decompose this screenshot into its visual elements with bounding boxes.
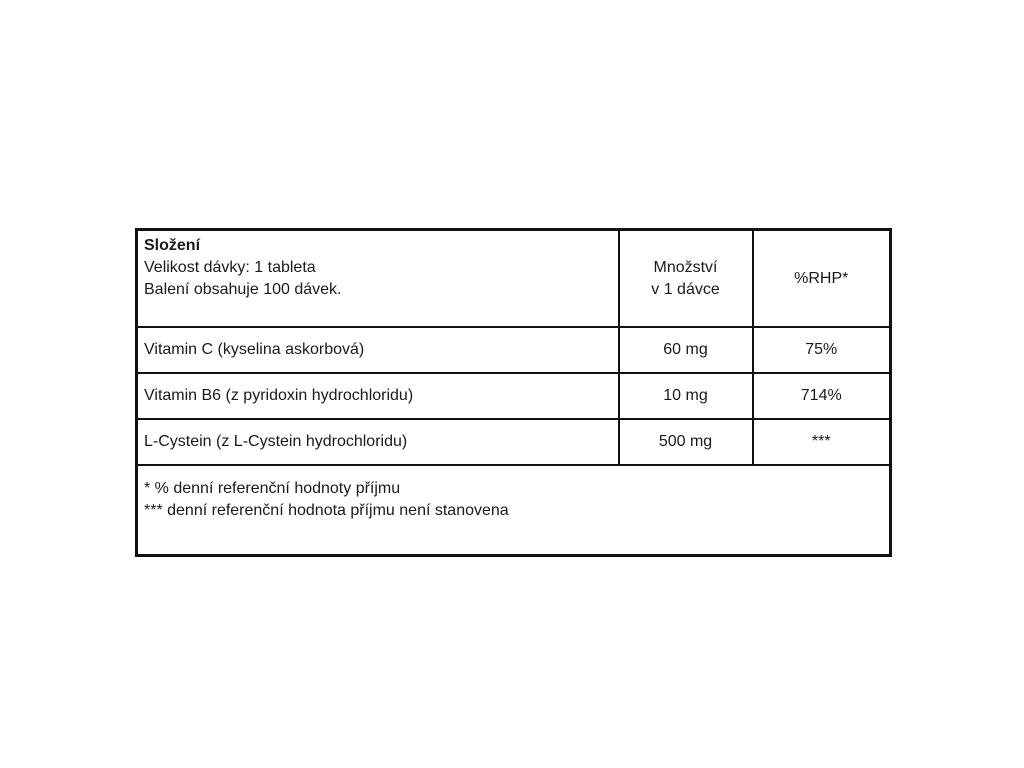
serving-size: Velikost dávky: 1 tableta: [144, 259, 316, 276]
table-row: [137, 327, 891, 373]
servings-per-pack: Balení obsahuje 100 dávek.: [144, 281, 342, 298]
ingredient-rhp: 75%: [753, 327, 891, 373]
ingredient-amount: 10 mg: [619, 373, 753, 419]
composition-header-cell: [137, 230, 619, 328]
footnote-1: * % denní referenční hodnoty příjmu: [144, 480, 401, 497]
amount-header-cell: [619, 230, 753, 328]
composition-title: Složení: [144, 237, 201, 254]
table-header-row: [137, 230, 891, 328]
amount-header-line1: Množství: [653, 258, 718, 276]
footnotes-row: [137, 465, 891, 556]
ingredient-name: Vitamin B6 (z pyridoxin hydrochloridu): [137, 373, 619, 419]
table-row: [137, 419, 891, 465]
footnote-2: *** denní referenční hodnota příjmu není stanovena: [144, 502, 509, 519]
amount-header-line2: v 1 dávce: [651, 280, 720, 298]
rhp-header-cell: %RHP*: [753, 230, 891, 328]
ingredient-rhp: ***: [753, 419, 891, 465]
nutrition-table: [135, 228, 892, 557]
ingredient-amount: 500 mg: [619, 419, 753, 465]
ingredient-name: L-Cystein (z L-Cystein hydrochloridu): [137, 419, 619, 465]
ingredient-name: Vitamin C (kyselina askorbová): [137, 327, 619, 373]
footnotes-cell: [137, 465, 891, 556]
ingredient-amount: 60 mg: [619, 327, 753, 373]
ingredient-rhp: 714%: [753, 373, 891, 419]
table-row: [137, 373, 891, 419]
